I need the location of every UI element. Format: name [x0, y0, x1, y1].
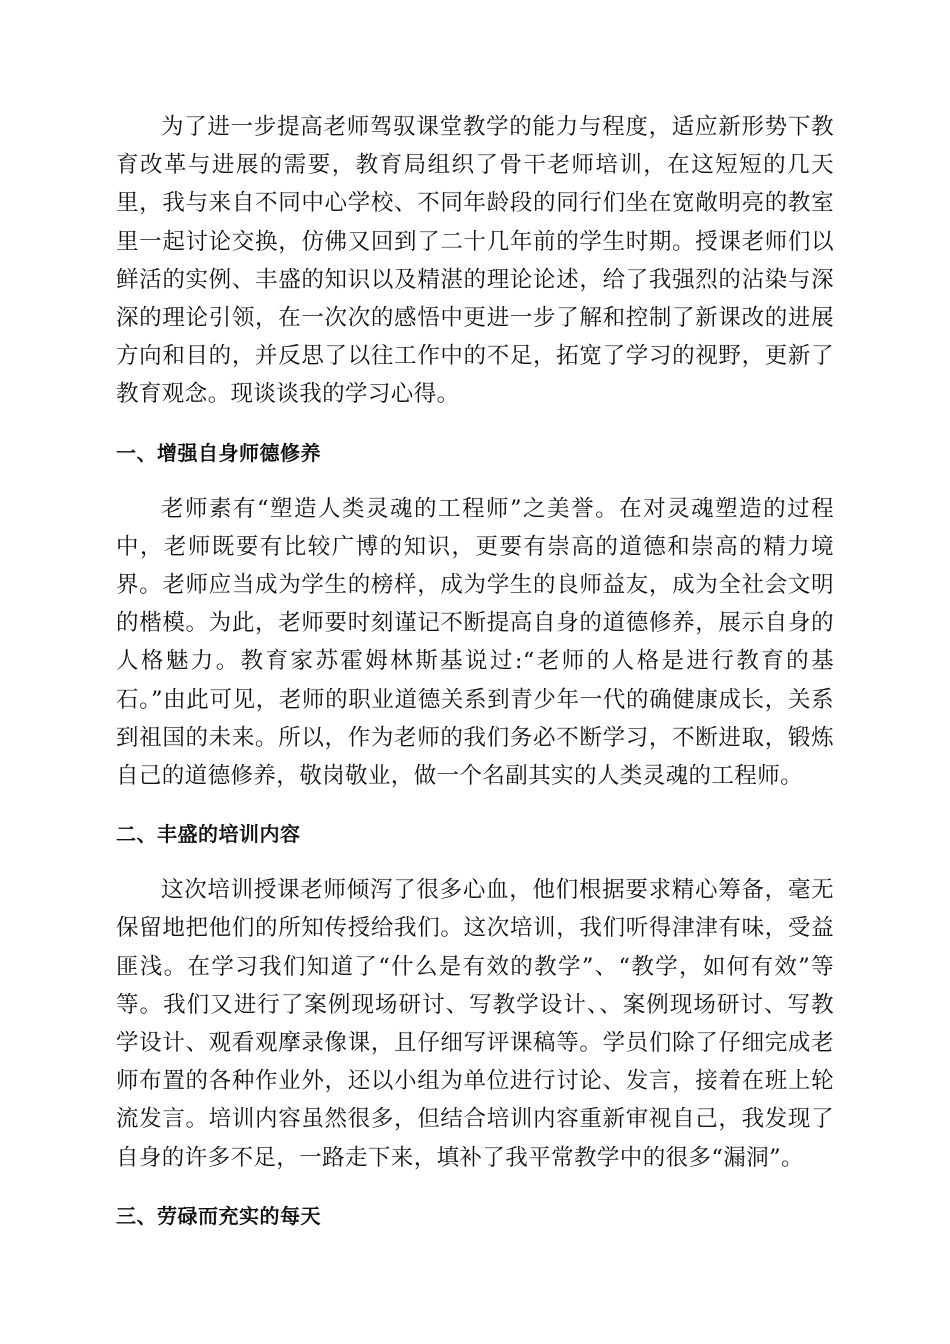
section-2-paragraph: 这次培训授课老师倾泻了很多心血，他们根据要求精心筹备，毫无保留地把他们的所知传授给我们。这次培训，我们听得津津有味，受益匪浅。在学习我们知道了“什么是有效的教学”、“教学，如何有效”等等。我们又进行了案例现场研讨、写教学设计、、案例现场研讨、写教学设计、观看观摩录像课，且仔细写评课稿等。学员们除了仔细完成老师布置的各种作业外，还以小组为单位进行讨论、发言，接着在班上轮流发言。培训内容虽然很多，但结合培训内容重新审视自己，我发现了自身的许多不足，一路走下来，填补了我平常教学中的很多“漏洞”。: [116, 877, 834, 1171]
section-heading-2: 二、丰盛的培训内容: [116, 822, 301, 847]
section-heading-1: 一、增强自身师德修养: [116, 440, 321, 465]
section-heading-3: 三、劳碌而充实的每天: [116, 1203, 321, 1228]
section-1-paragraph: 老师素有“塑造人类灵魂的工程师”之美誉。在对灵魂塑造的过程中，老师既要有比较广博的知识，更要有崇高的道德和崇高的精力境界。老师应当成为学生的榜样，成为学生的良师益友，成为全社会文明的楷模。为此，老师要时刻谨记不断提高自身的道德修养，展示自身的人格魅力。教育家苏霍姆林斯基说过:“老师的人格是进行教育的基石。”由此可见，老师的职业道德关系到青少年一代的确健康成长，关系到祖国的未来。所以，作为老师的我们务必不断学习，不断进取，锻炼自己的道德修养，敬岗敬业，做一个名副其实的人类灵魂的工程师。: [116, 495, 834, 790]
intro-paragraph: 为了进一步提高老师驾驭课堂教学的能力与程度，适应新形势下教育改革与进展的需要，教育局组织了骨干老师培训，在这短短的几天里，我与来自不同中心学校、不同年龄段的同行们坐在宽敞明亮的教室里一起讨论交换，仿佛又回到了二十几年前的学生时期。授课老师们以鲜活的实例、丰盛的知识以及精湛的理论论述，给了我强烈的沾染与深深的理论引领，在一次次的感悟中更进一步了解和控制了新课改的进展方向和目的，并反思了以往工作中的不足，拓宽了学习的视野，更新了教育观念。现谈谈我的学习心得。: [116, 114, 834, 408]
